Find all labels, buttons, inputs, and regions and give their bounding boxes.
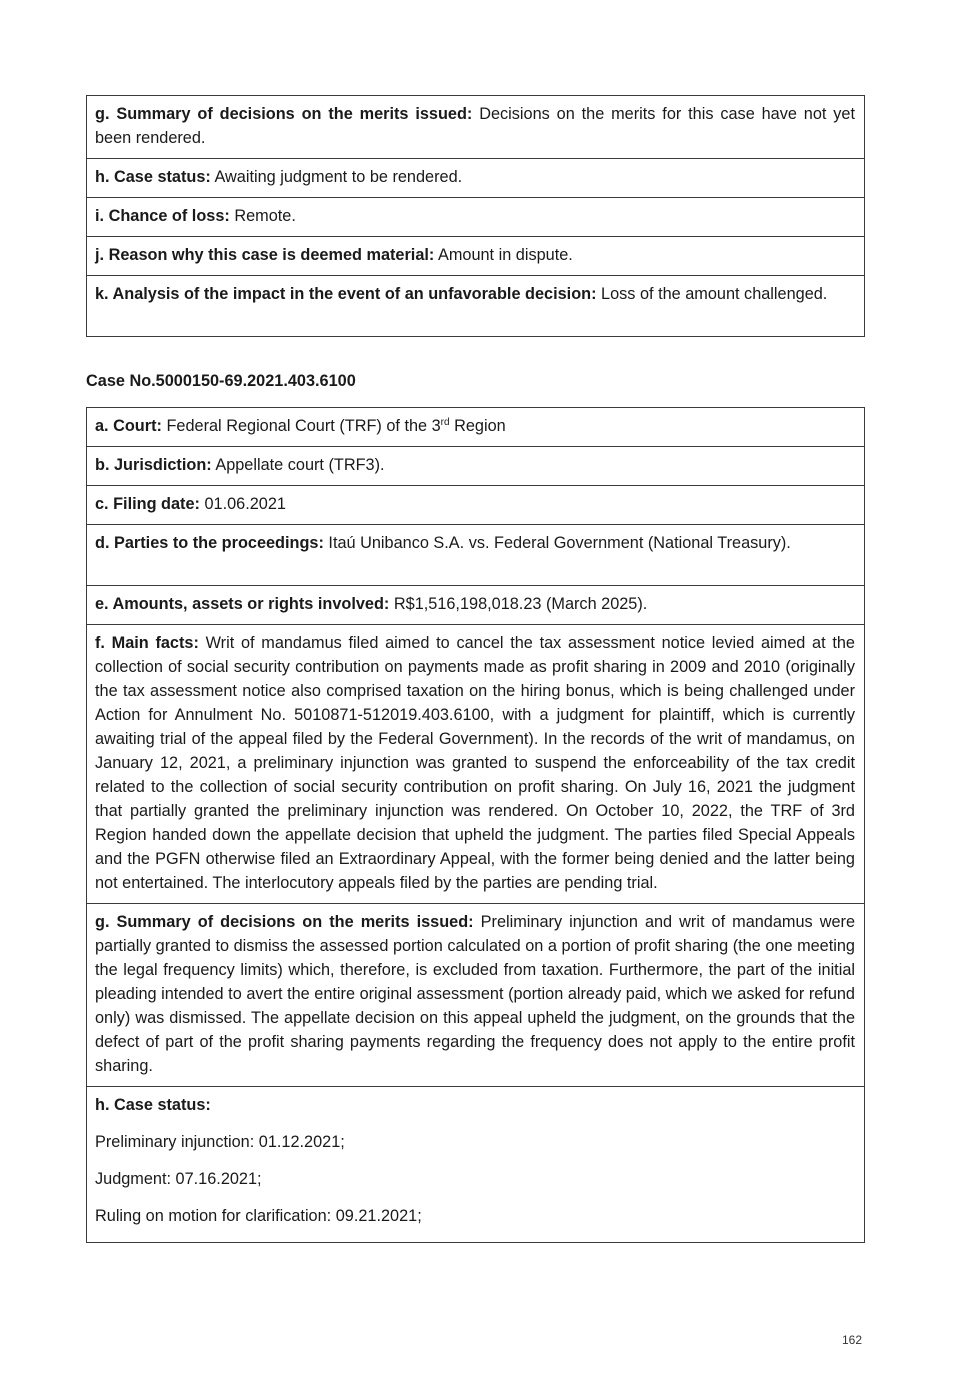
court-text: Federal Regional Court (TRF) of the 3 bbox=[166, 417, 441, 435]
row-label: i. Chance of loss: bbox=[95, 207, 230, 225]
table-row bbox=[87, 447, 865, 486]
parties-text: Itaú Unibanco S.A. vs. Federal Government (National Treasury). bbox=[328, 534, 791, 552]
amounts-cell bbox=[87, 586, 865, 625]
court-label: a. Court: bbox=[95, 417, 162, 435]
court-tail: Region bbox=[454, 417, 506, 435]
table-row bbox=[87, 525, 865, 586]
row-label: h. Case status: bbox=[95, 168, 211, 186]
reason-material-cell bbox=[87, 237, 865, 276]
case-heading: Case No.5000150-69.2021.403.6100 bbox=[86, 372, 356, 390]
row-label: g. Summary of decisions on the merits issued: bbox=[95, 105, 473, 123]
table-row bbox=[87, 1087, 865, 1243]
summary-text: Preliminary injunction and writ of mandamus were partially granted to dismiss the assessed portion calculated on a portion of profit sharing (the one meeting the legal frequency limits) which, therefore, is excluded from taxation. Furthermore, the part of the initial pleading intended to avert the entire original assessment (portion already paid, which we asked for refund only) was dismissed. The appellate decision on this appeal upheld the judgment, on the grounds that the defect of part of the profit sharing payments regarding the frequency does not apply to the entire profit sharing. bbox=[95, 913, 855, 1075]
row-label: j. Reason why this case is deemed material: bbox=[95, 246, 435, 264]
status-line: Judgment: 07.16.2021; bbox=[95, 1170, 262, 1188]
case-status-cell bbox=[87, 1087, 865, 1243]
parties-label: d. Parties to the proceedings: bbox=[95, 534, 324, 552]
previous-case-table bbox=[86, 95, 865, 337]
row-text: Loss of the amount challenged. bbox=[601, 285, 828, 303]
table-row bbox=[87, 408, 865, 447]
jurisdiction-cell bbox=[87, 447, 865, 486]
chance-of-loss-cell bbox=[87, 198, 865, 237]
table-row bbox=[87, 486, 865, 525]
ordinal-suffix: rd bbox=[440, 417, 450, 428]
row-label: k. Analysis of the impact in the event of an unfavorable decision: bbox=[95, 285, 597, 303]
case-status-label: h. Case status: bbox=[95, 1096, 211, 1114]
impact-analysis-cell bbox=[87, 276, 865, 337]
jurisdiction-text: Appellate court (TRF3). bbox=[215, 456, 385, 474]
row-text: Amount in dispute. bbox=[437, 246, 573, 264]
amounts-text: R$1,516,198,018.23 (March 2025). bbox=[393, 595, 648, 613]
case-status-cell bbox=[87, 159, 865, 198]
table-row bbox=[87, 276, 865, 337]
summary-of-decisions-cell bbox=[87, 96, 865, 159]
table-row bbox=[87, 159, 865, 198]
case-details-table bbox=[86, 407, 865, 1243]
row-text: Decisions on the merits for this case have not yet been rendered. bbox=[95, 105, 855, 147]
table-row bbox=[87, 198, 865, 237]
court-cell bbox=[87, 408, 865, 447]
page-number: 162 bbox=[841, 1333, 862, 1347]
amounts-label: e. Amounts, assets or rights involved: bbox=[95, 595, 390, 613]
row-text: Awaiting judgment to be rendered. bbox=[214, 168, 463, 186]
main-facts-text: Writ of mandamus filed aimed to cancel the tax assessment notice levied aimed at the collection of social security contribution on payments made as profit sharing in 2009 and 2010 (originally the tax assessment notice also comprised taxation on the hiring bonus, which is being challenged under Action for Annulment No. 5010871-512019.403.6100, with a judgment for plaintiff, which is currently awaiting trial of the appeal filed by the Federal Government). In the records of the writ of mandamus, on January 12, 2021, a preliminary injunction was granted to suspend the enforceability of the tax credit related to the collection of social security contribution on profit sharing. On July 16, 2021 the judgment that partially granted the preliminary injunction was rendered. On October 10, 2022, the TRF of 3rd Region handed down the appellate decision that upheld the judgment. The parties filed Special Appeals and the PGFN otherwise filed an Extraordinary Appeal, with the former being denied and the latter being not entertained. The interlocutory appeals filed by the parties are pending trial. bbox=[95, 634, 855, 892]
filing-date-label: c. Filing date: bbox=[95, 495, 200, 513]
status-line: Ruling on motion for clarification: 09.21.2021; bbox=[95, 1207, 422, 1225]
table-row bbox=[87, 586, 865, 625]
table-row bbox=[87, 904, 865, 1087]
summary-label: g. Summary of decisions on the merits issued: bbox=[95, 913, 474, 931]
main-facts-label: f. Main facts: bbox=[95, 634, 199, 652]
row-text: Remote. bbox=[234, 207, 296, 225]
summary-cell bbox=[87, 904, 865, 1087]
status-line: Preliminary injunction: 01.12.2021; bbox=[95, 1133, 345, 1151]
filing-date-text: 01.06.2021 bbox=[204, 495, 286, 513]
filing-date-cell bbox=[87, 486, 865, 525]
main-facts-cell bbox=[87, 625, 865, 904]
parties-cell bbox=[87, 525, 865, 586]
table-row bbox=[87, 96, 865, 159]
table-row bbox=[87, 237, 865, 276]
jurisdiction-label: b. Jurisdiction: bbox=[95, 456, 212, 474]
table-row bbox=[87, 625, 865, 904]
